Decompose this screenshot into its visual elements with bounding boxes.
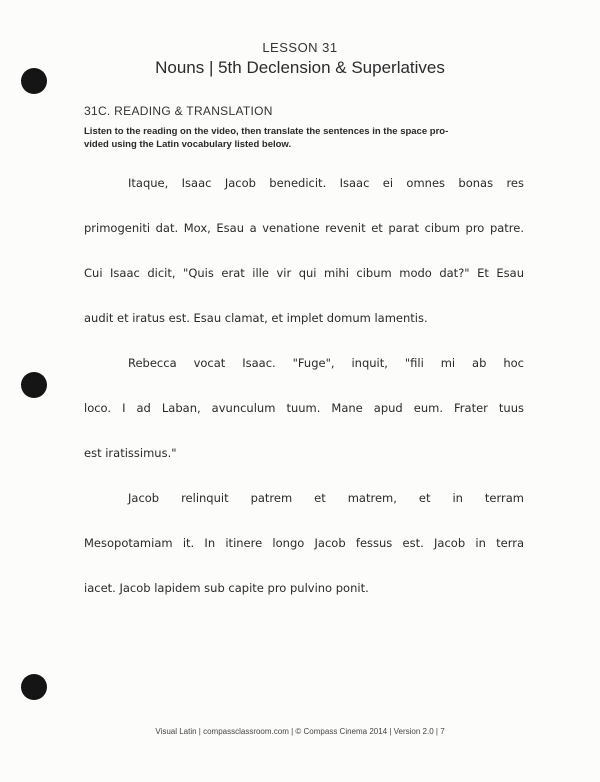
passage-line: Rebecca vocat Isaac. "Fuge", inquit, "fili mi ab hoc xyxy=(128,356,524,370)
passage-line: est iratissimus." xyxy=(84,446,177,460)
page-footer: Visual Latin | compassclassroom.com | © Compass Cinema 2014 | Version 2.0 | 7 xyxy=(155,727,445,736)
passage-line: Jacob relinquit patrem et matrem, et in terram xyxy=(128,491,524,505)
binder-hole-bottom xyxy=(21,674,47,700)
passage-line: Mesopotamiam it. In itinere longo Jacob fessus est. Jacob in terra xyxy=(84,536,524,550)
instructions-line: Listen to the reading on the video, then translate the sentences in the space pro- xyxy=(84,126,449,137)
section-heading: 31C. READING & TRANSLATION xyxy=(84,104,273,118)
passage-line: iacet. Jacob lapidem sub capite pro pulvino ponit. xyxy=(84,581,369,595)
passage-line: loco. I ad Laban, avunculum tuum. Mane apud eum. Frater tuus xyxy=(84,401,524,415)
instructions xyxy=(84,125,524,151)
page-title: Nouns | 5th Declension & Superlatives xyxy=(155,58,445,77)
binder-hole-middle xyxy=(21,372,47,398)
passage-line: audit et iratus est. Esau clamat, et implet domum lamentis. xyxy=(84,311,428,325)
passage-line: primogeniti dat. Mox, Esau a venatione revenit et parat cibum pro patre. xyxy=(84,221,524,235)
instructions-line: vided using the Latin vocabulary listed below. xyxy=(84,139,292,150)
passage-line: Itaque, Isaac Jacob benedicit. Isaac ei omnes bonas res xyxy=(128,176,524,190)
passage-line: Cui Isaac dicit, "Quis erat ille vir qui mihi cibum modo dat?" Et Esau xyxy=(84,266,524,280)
lesson-number: LESSON 31 xyxy=(262,40,338,55)
